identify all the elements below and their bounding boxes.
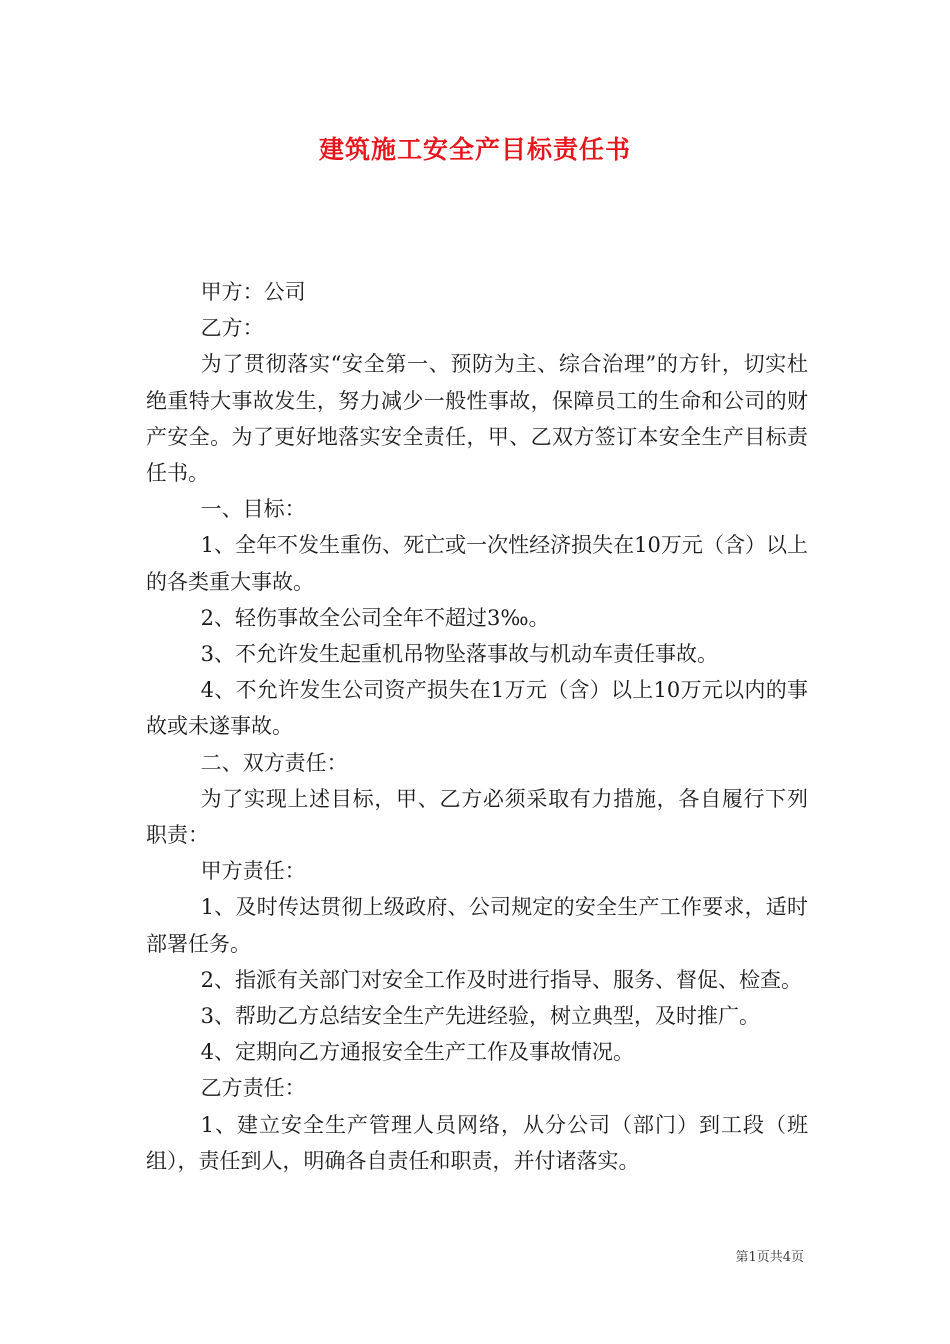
responsibilities-intro: 为了实现上述目标，甲、乙方必须采取有力措施，各自履行下列职责： <box>146 786 808 848</box>
goal-item-1: 1、全年不发生重伤、死亡或一次性经济损失在10万元（含）以上的各类重大事故。 <box>146 533 808 594</box>
intro-paragraph: 为了贯彻落实“安全第一、预防为主、综合治理”的方针，切实杜绝重特大事故发生，努力减少一般性事故，保障员工的生命和公司的财产安全。为了更好地落实安全责任，甲、乙双方签订本安全生产目标责任书。 <box>146 352 808 486</box>
goal-item-3: 3、不允许发生起重机吊物坠落事故与机动车责任事故。 <box>200 642 718 667</box>
goal-item-4: 4、不允许发生公司资产损失在1万元（含）以上10万元以内的事故或未遂事故。 <box>146 678 808 739</box>
party-a-responsibilities-heading: 甲方责任： <box>200 859 306 884</box>
party-b-duty-1: 1、建立安全生产管理人员网络，从分公司（部门）到工段（班组），责任到人，明确各自责任和职责，并付诸落实。 <box>146 1112 808 1173</box>
party-a-duty-2: 2、指派有关部门对安全工作及时进行指导、服务、督促、检查。 <box>200 967 802 992</box>
section-heading-goals: 一、目标： <box>200 497 306 522</box>
page-number-footer: 第1页共4页 <box>735 1250 804 1265</box>
party-b-responsibilities-heading: 乙方责任： <box>200 1076 306 1101</box>
document-body <box>146 274 808 1179</box>
party-a-duty-4: 4、定期向乙方通报安全生产工作及事故情况。 <box>200 1040 634 1065</box>
party-a-line: 甲方：公司 <box>200 280 306 304</box>
document-title: 建筑施工安全产目标责任书 <box>318 135 631 164</box>
goal-item-2: 2、轻伤事故全公司全年不超过3‰。 <box>200 605 550 630</box>
section-heading-responsibilities: 二、双方责任： <box>200 750 348 775</box>
party-a-duty-1: 1、及时传达贯彻上级政府、公司规定的安全生产工作要求，适时部署任务。 <box>146 895 808 956</box>
party-b-line: 乙方： <box>200 316 264 341</box>
party-a-duty-3: 3、帮助乙方总结安全生产先进经验，树立典型，及时推广。 <box>200 1004 760 1029</box>
